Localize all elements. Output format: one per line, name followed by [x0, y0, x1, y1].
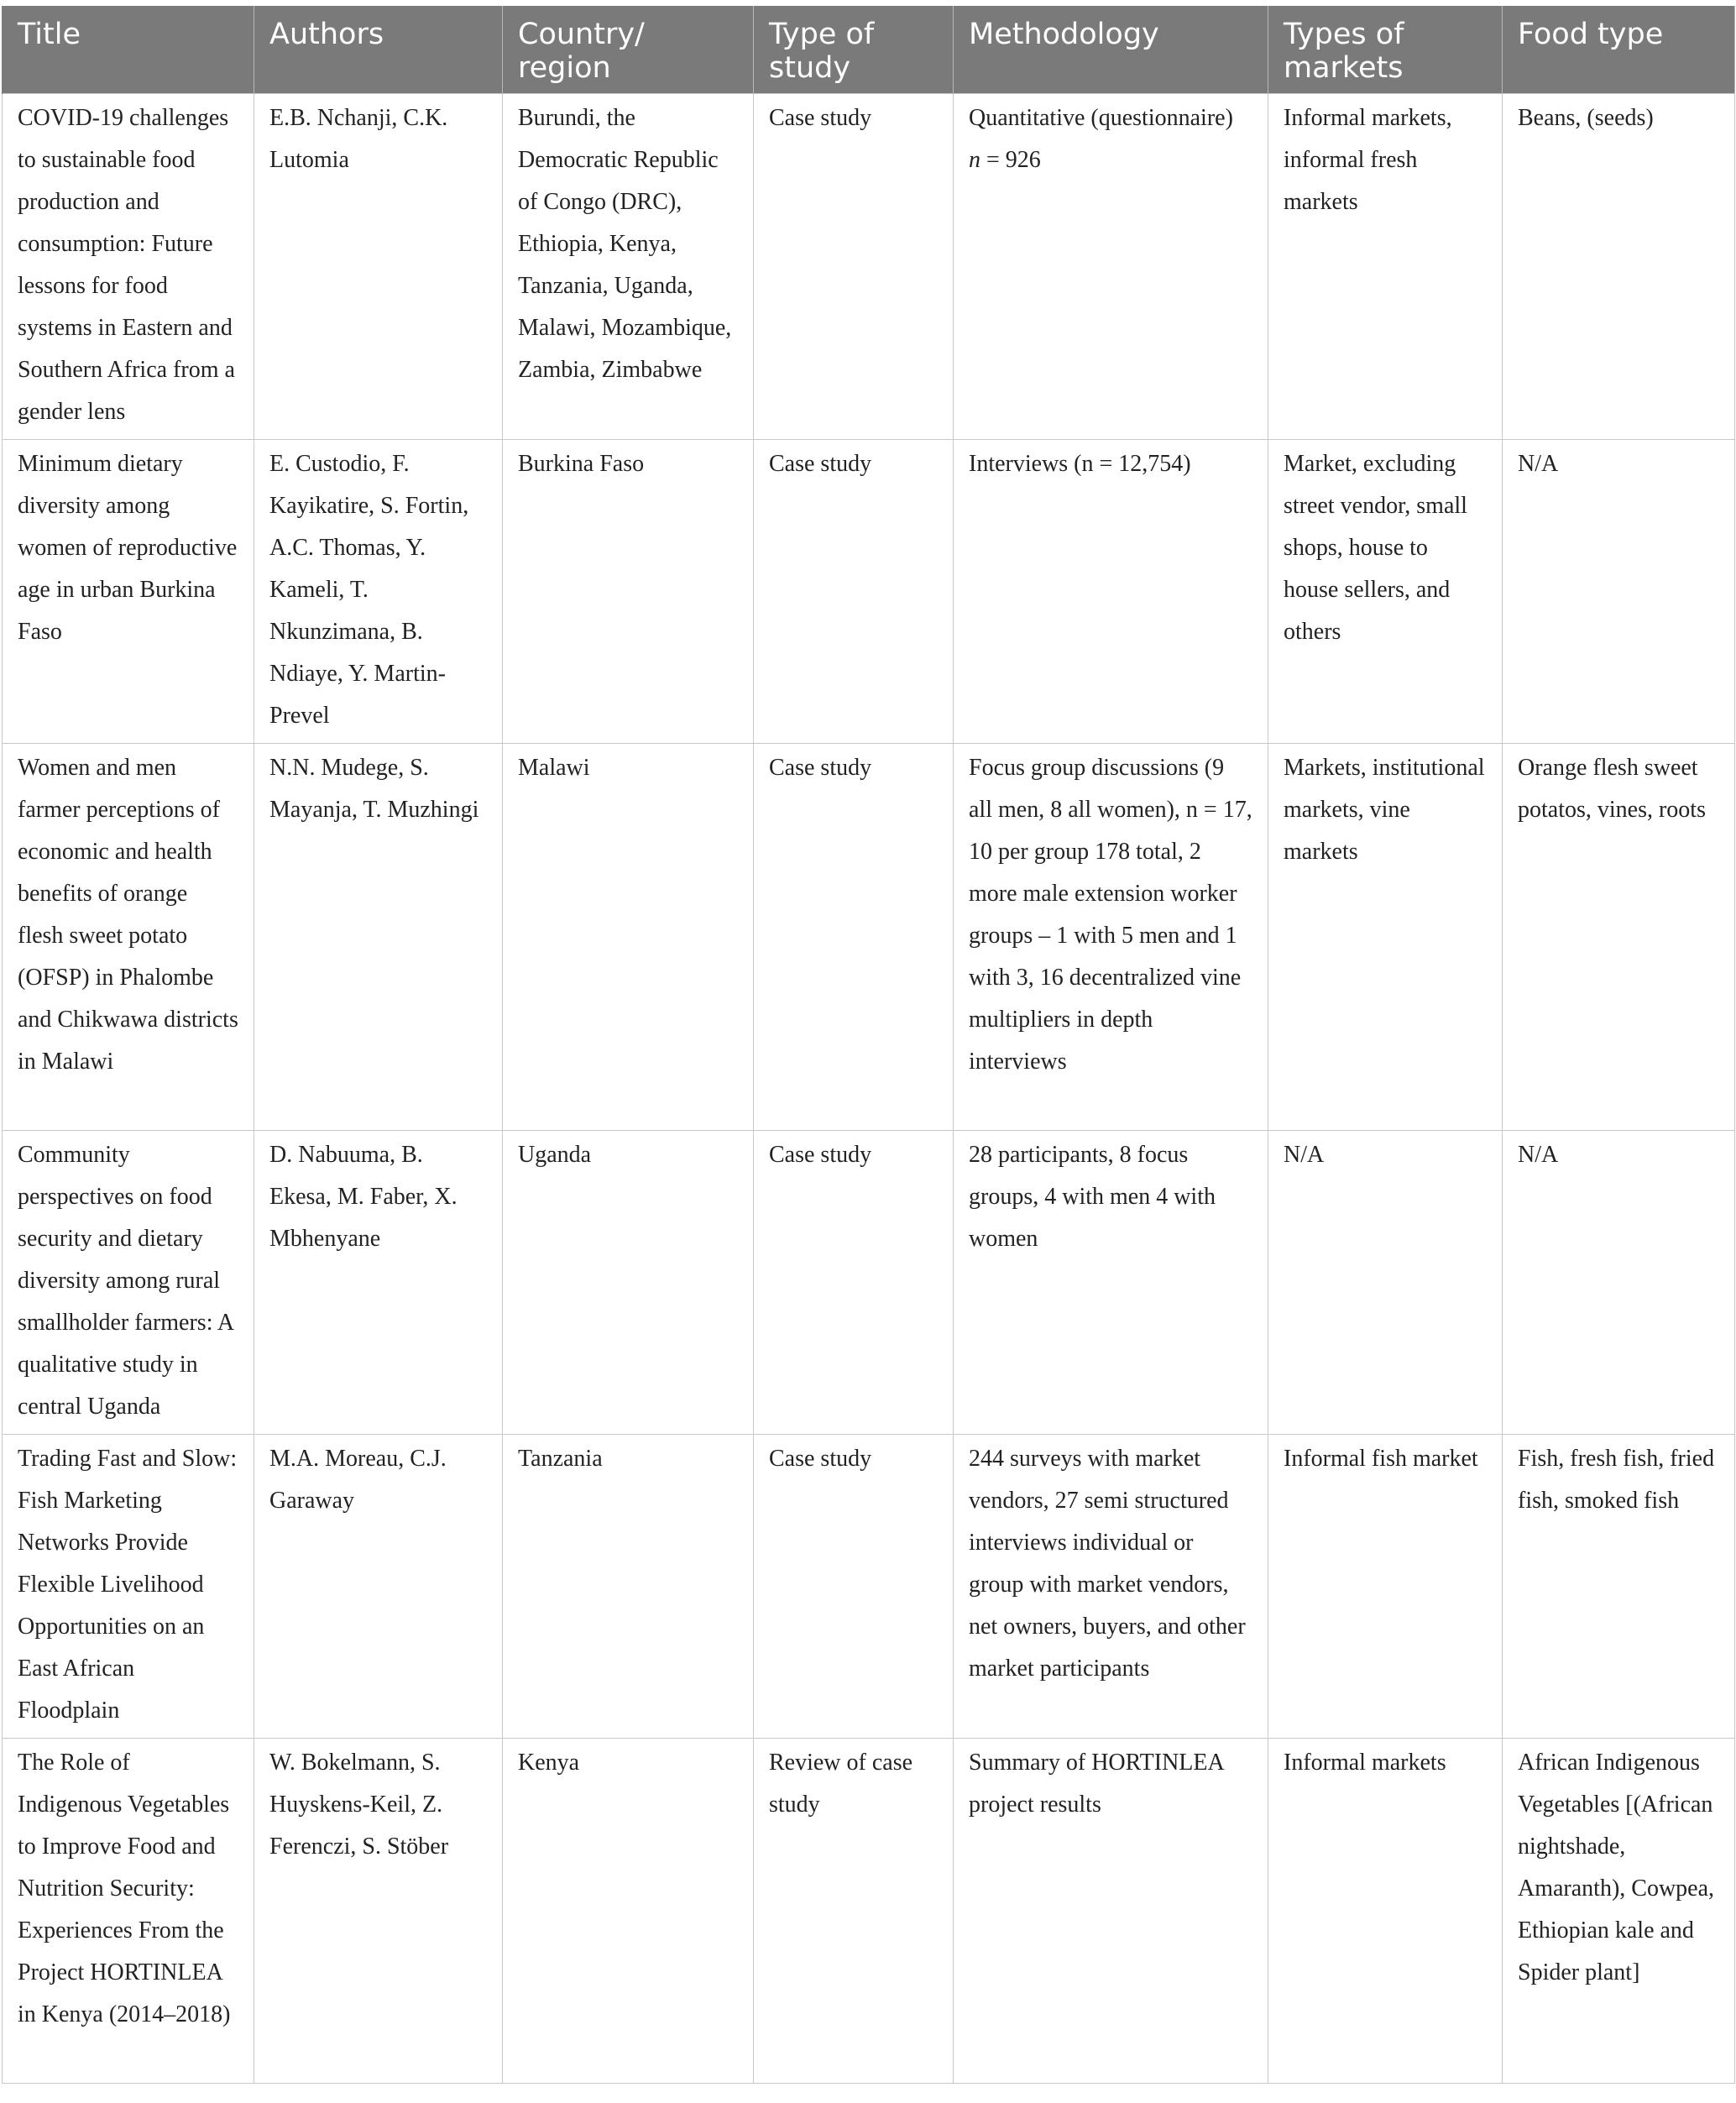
literature-table-container [2, 6, 1734, 2084]
cell-type-of-study: Case study [754, 1131, 954, 1435]
cell-methodology: Summary of HORTINLEA project results [954, 1739, 1268, 2084]
cell-food-type: African Indigenous Vegetables [(African nightshade, Amaranth), Cowpea, Ethiopian kale and Spider plant] [1503, 1739, 1735, 2084]
table-row [3, 1739, 1735, 2084]
cell-methodology [954, 94, 1268, 440]
literature-review-table [2, 6, 1735, 2084]
header-title: Title [3, 6, 254, 94]
cell-authors: E.B. Nchanji, C.K. Lutomia [254, 94, 503, 440]
header-row [3, 6, 1735, 94]
cell-authors: E. Custodio, F. Kayikatire, S. Fortin, A.C. Thomas, Y. Kameli, T. Nkunzimana, B. Ndiaye, Y. Martin-Prevel [254, 440, 503, 744]
cell-title: Trading Fast and Slow: Fish Marketing Networks Provide Flexible Livelihood Opportunities on an East African Floodplain [3, 1435, 254, 1739]
cell-methodology: Interviews (n = 12,754) [954, 440, 1268, 744]
cell-methodology: Focus group discussions (9 all men, 8 all women), n = 17, 10 per group 178 total, 2 more male extension worker groups – 1 with 5 men and 1 with 3, 16 decentralized vine multipliers in depth interviews [954, 744, 1268, 1131]
cell-food-type: Orange flesh sweet potatos, vines, roots [1503, 744, 1735, 1131]
table-row [3, 1131, 1735, 1435]
cell-type-of-study: Review of case study [754, 1739, 954, 2084]
header-types-of-markets: Types of markets [1268, 6, 1503, 94]
cell-type-of-study: Case study [754, 440, 954, 744]
cell-types-of-markets: Informal markets, informal fresh markets [1268, 94, 1503, 440]
methodology-n-var: n [969, 147, 980, 173]
cell-title: The Role of Indigenous Vegetables to Improve Food and Nutrition Security: Experiences From the Project HORTINLEA in Kenya (2014–2018) [3, 1739, 254, 2084]
table-row [3, 1435, 1735, 1739]
table-row [3, 744, 1735, 1131]
header-country: Country/ region [503, 6, 754, 94]
table-header [3, 6, 1735, 94]
cell-authors: M.A. Moreau, C.J. Garaway [254, 1435, 503, 1739]
cell-types-of-markets: N/A [1268, 1131, 1503, 1435]
header-food-type: Food type [1503, 6, 1735, 94]
methodology-text: Quantitative (questionnaire) [969, 105, 1233, 131]
cell-title: Community perspectives on food security and dietary diversity among rural smallholder farmers: A qualitative study in central Uganda [3, 1131, 254, 1435]
header-methodology: Methodology [954, 6, 1268, 94]
cell-type-of-study: Case study [754, 1435, 954, 1739]
cell-authors: N.N. Mudege, S. Mayanja, T. Muzhingi [254, 744, 503, 1131]
cell-title: Women and men farmer perceptions of economic and health benefits of orange flesh sweet potato (OFSP) in Phalombe and Chikwawa districts in Malawi [3, 744, 254, 1131]
table-row [3, 94, 1735, 440]
cell-country: Malawi [503, 744, 754, 1131]
cell-type-of-study: Case study [754, 744, 954, 1131]
cell-food-type: N/A [1503, 1131, 1735, 1435]
cell-types-of-markets: Market, excluding street vendor, small shops, house to house sellers, and others [1268, 440, 1503, 744]
cell-country: Kenya [503, 1739, 754, 2084]
cell-types-of-markets: Informal markets [1268, 1739, 1503, 2084]
cell-food-type: Fish, fresh fish, fried fish, smoked fish [1503, 1435, 1735, 1739]
cell-type-of-study: Case study [754, 94, 954, 440]
cell-title: Minimum dietary diversity among women of reproductive age in urban Burkina Faso [3, 440, 254, 744]
cell-methodology: 244 surveys with market vendors, 27 semi structured interviews individual or group with market vendors, net owners, buyers, and other market participants [954, 1435, 1268, 1739]
table-body [3, 94, 1735, 2084]
cell-country: Burkina Faso [503, 440, 754, 744]
cell-food-type: N/A [1503, 440, 1735, 744]
cell-methodology: 28 participants, 8 focus groups, 4 with men 4 with women [954, 1131, 1268, 1435]
cell-country: Tanzania [503, 1435, 754, 1739]
header-type-of-study: Type of study [754, 6, 954, 94]
cell-authors: W. Bokelmann, S. Huyskens-Keil, Z. Ferenczi, S. Stöber [254, 1739, 503, 2084]
cell-types-of-markets: Markets, institutional markets, vine markets [1268, 744, 1503, 1131]
cell-types-of-markets: Informal fish market [1268, 1435, 1503, 1739]
table-row [3, 440, 1735, 744]
cell-title: COVID-19 challenges to sustainable food production and consumption: Future lessons for food systems in Eastern and Southern Africa from a gender lens [3, 94, 254, 440]
cell-authors: D. Nabuuma, B. Ekesa, M. Faber, X. Mbhenyane [254, 1131, 503, 1435]
header-authors: Authors [254, 6, 503, 94]
cell-food-type: Beans, (seeds) [1503, 94, 1735, 440]
cell-country: Burundi, the Democratic Republic of Congo (DRC), Ethiopia, Kenya, Tanzania, Uganda, Malawi, Mozambique, Zambia, Zimbabwe [503, 94, 754, 440]
methodology-n-value: = 926 [980, 147, 1041, 173]
cell-country: Uganda [503, 1131, 754, 1435]
